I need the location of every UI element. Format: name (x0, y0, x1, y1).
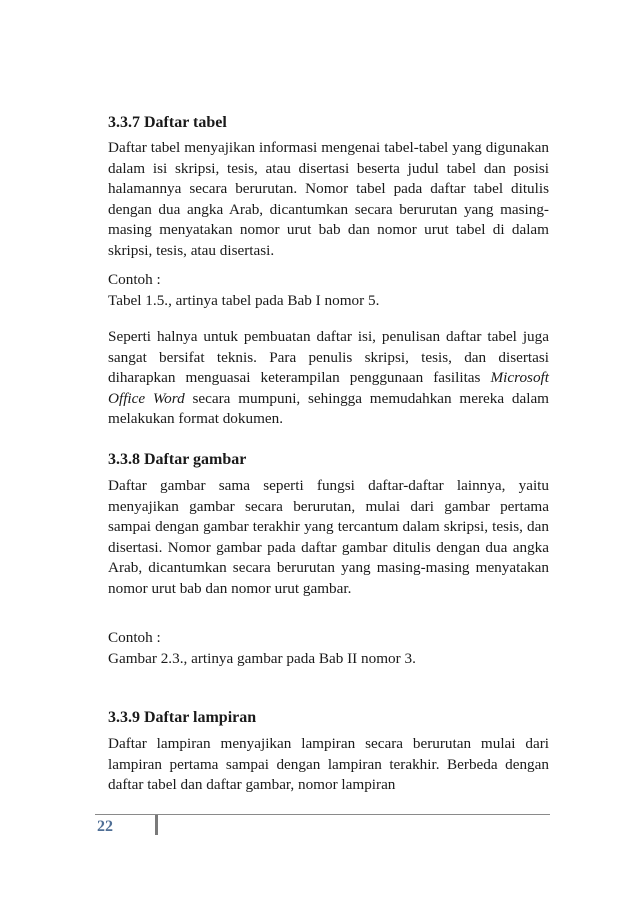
example-label: Contoh : (108, 271, 161, 288)
page-number: 22 (97, 818, 113, 835)
paragraph-teknis (108, 327, 549, 430)
example-gambar (108, 628, 549, 669)
paragraph-daftar-gambar: Daftar gambar sama seperti fungsi daftar-daftar lainnya, yaitu menyajikan gambar secara berurutan, mulai dari gambar pertama sampai dengan gambar terakhir yang tercantum dalam skripsi, tesis, dan disertasi. Nomor gambar pada daftar gambar ditulis dengan dua angka Arab, dicantumkan secara berurutan yang masing-masing menyatakan nomor urut bab dan nomor urut gambar. (108, 477, 549, 597)
example-text: Gambar 2.3., artinya gambar pada Bab II nomor 3. (108, 649, 416, 667)
section-3-3-8 (108, 450, 549, 470)
heading-daftar-tabel: 3.3.7 Daftar tabel (108, 114, 227, 131)
heading-daftar-gambar: 3.3.8 Daftar gambar (108, 451, 247, 468)
footer-divider (95, 814, 550, 815)
para2-text-after: secara mumpuni, sehingga memudahkan mereka dalam melakukan format dokumen. (108, 389, 549, 428)
paragraph-daftar-tabel: Daftar tabel menyajikan informasi mengenai tabel-tabel yang digunakan dalam isi skripsi, tesis, atau disertasi beserta judul tabel dan posisi halamannya secara berurutan. Nomor tabel pada daftar tabel ditulis dengan dua angka Arab, dicantumkan secara berurutan yang masing-masing menyatakan nomor urut bab dan nomor urut tabel di dalam skripsi, tesis, atau disertasi. (108, 139, 549, 259)
para2-italic-term: Microsoft Office Word (108, 369, 549, 407)
section-3-3-7 (108, 113, 549, 133)
example-tabel (108, 270, 549, 311)
heading-daftar-lampiran: 3.3.9 Daftar lampiran (108, 709, 257, 726)
section-3-3-9 (108, 708, 549, 728)
paragraph-daftar-lampiran: Daftar lampiran menyajikan lampiran secara berurutan mulai dari lampiran pertama sampai dengan lampiran terakhir. Berbeda dengan daftar tabel dan daftar gambar, nomor lampiran (108, 735, 549, 794)
example-text: Tabel 1.5., artinya tabel pada Bab I nomor 5. (108, 291, 380, 309)
para2-text-before: Seperti halnya untuk pembuatan daftar isi, penulisan daftar tabel juga sangat bersifat teknis. Para penulis skripsi, tesis, dan disertasi diharapkan menguasai keterampilan penggunaan fasilitas (108, 328, 549, 387)
example-label: Contoh : (108, 629, 161, 646)
footer-vertical-bar (155, 815, 158, 835)
